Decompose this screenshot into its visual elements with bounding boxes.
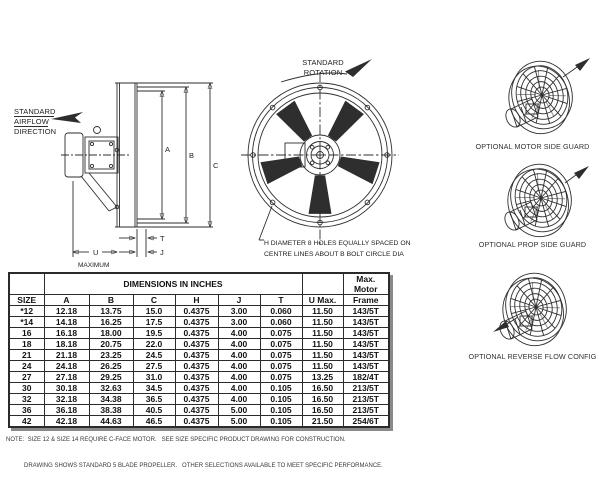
fan-front-view-drawing <box>235 50 440 272</box>
value-cell: 4.00 <box>218 383 260 394</box>
option-label-motor-side-guard: OPTIONAL MOTOR SIDE GUARD <box>475 142 590 151</box>
size-cell: 42 <box>9 416 44 428</box>
value-cell: 19.5 <box>133 328 175 339</box>
value-cell: 31.0 <box>133 372 175 383</box>
value-cell: 12.18 <box>44 306 89 317</box>
value-cell: 0.4375 <box>175 328 218 339</box>
value-cell: 3.00 <box>218 317 260 328</box>
value-cell: 0.4375 <box>175 394 218 405</box>
value-cell: 29.25 <box>89 372 133 383</box>
airflow-label-line2: AIRFLOW <box>14 117 49 126</box>
footnote <box>6 419 383 487</box>
table-row <box>9 372 389 383</box>
value-cell: 11.50 <box>302 339 343 350</box>
value-cell: 4.00 <box>218 372 260 383</box>
value-cell: 20.75 <box>89 339 133 350</box>
dim-j-label: J <box>160 248 164 257</box>
airflow-direction-label-group <box>14 107 83 136</box>
value-cell: 143/5T <box>343 317 389 328</box>
option-motor-side-guard-view <box>500 54 590 140</box>
value-cell: 30.18 <box>44 383 89 394</box>
value-cell: 0.105 <box>260 394 302 405</box>
table-row <box>9 306 389 317</box>
rotation-arrow-icon <box>345 59 372 77</box>
bolt-hole-note-group <box>259 206 411 258</box>
value-cell: 0.4375 <box>175 383 218 394</box>
value-cell: 24.18 <box>44 361 89 372</box>
dim-a-label: A <box>165 145 171 154</box>
motor-frame-header-line2: Frame <box>343 295 389 306</box>
value-cell: 24.5 <box>133 350 175 361</box>
col-header-b: B <box>89 295 133 306</box>
rotation-label-line1: STANDARD <box>302 58 344 67</box>
value-cell: 21.50 <box>302 416 343 428</box>
size-cell: 21 <box>9 350 44 361</box>
value-cell: 22.0 <box>133 339 175 350</box>
value-cell: 23.25 <box>89 350 133 361</box>
corner-cell <box>9 273 44 295</box>
size-cell: *14 <box>9 317 44 328</box>
table-row <box>9 361 389 372</box>
dim-u-label: U <box>93 248 99 257</box>
value-cell: 18.00 <box>89 328 133 339</box>
size-cell: *12 <box>9 306 44 317</box>
value-cell: 0.105 <box>260 416 302 428</box>
size-cell: 18 <box>9 339 44 350</box>
value-cell: 13.25 <box>302 372 343 383</box>
value-cell: 4.00 <box>218 339 260 350</box>
value-cell: 0.075 <box>260 361 302 372</box>
value-cell: 0.4375 <box>175 306 218 317</box>
dim-c-label: C <box>213 161 219 170</box>
value-cell: 34.38 <box>89 394 133 405</box>
footnote-line1: NOTE: SIZE 12 & SIZE 14 REQUIRE C-FACE MOTOR. SEE SIZE SPECIFIC PRODUCT DRAWING FOR CONSTRUCTION. <box>6 437 346 443</box>
rotation-label-group <box>281 58 372 82</box>
value-cell: 27.18 <box>44 372 89 383</box>
value-cell: 26.25 <box>89 361 133 372</box>
value-cell: 143/5T <box>343 350 389 361</box>
value-cell: 0.4375 <box>175 317 218 328</box>
value-cell: 34.5 <box>133 383 175 394</box>
value-cell: 5.00 <box>218 416 260 428</box>
value-cell: 213/5T <box>343 405 389 416</box>
value-cell: 15.0 <box>133 306 175 317</box>
col-header-a: A <box>44 295 89 306</box>
size-header: SIZE <box>9 295 44 306</box>
table-row <box>9 405 389 416</box>
motor-assembly <box>61 127 131 212</box>
value-cell: 16.25 <box>89 317 133 328</box>
value-cell: 36.5 <box>133 394 175 405</box>
value-cell: 143/5T <box>343 306 389 317</box>
col-header-j: J <box>218 295 260 306</box>
value-cell: 13.75 <box>89 306 133 317</box>
value-cell: 11.50 <box>302 317 343 328</box>
value-cell: 27.5 <box>133 361 175 372</box>
value-cell: 42.18 <box>44 416 89 428</box>
option-prop-side-guard-view <box>499 157 589 243</box>
table-title: DIMENSIONS IN INCHES <box>44 273 302 295</box>
airflow-label-line1: STANDARD <box>14 107 56 116</box>
value-cell: 0.075 <box>260 328 302 339</box>
value-cell: 5.00 <box>218 405 260 416</box>
size-cell: 27 <box>9 372 44 383</box>
value-cell: 14.18 <box>44 317 89 328</box>
value-cell: 16.18 <box>44 328 89 339</box>
value-cell: 18.18 <box>44 339 89 350</box>
dimension-table-body <box>9 273 389 427</box>
airflow-label-line3: DIRECTION <box>14 127 57 136</box>
value-cell: 21.18 <box>44 350 89 361</box>
size-cell: 36 <box>9 405 44 416</box>
value-cell: 0.4375 <box>175 339 218 350</box>
value-cell: 40.5 <box>133 405 175 416</box>
table-row <box>9 383 389 394</box>
value-cell: 11.50 <box>302 350 343 361</box>
table-row <box>9 394 389 405</box>
value-cell: 0.075 <box>260 372 302 383</box>
value-cell: 0.060 <box>260 317 302 328</box>
airflow-arrow-icon <box>51 112 83 123</box>
dimensions-table <box>8 272 390 428</box>
value-cell: 0.4375 <box>175 372 218 383</box>
dim-t-label: T <box>160 234 165 243</box>
value-cell: 38.38 <box>89 405 133 416</box>
col-header-u-max: U Max. <box>302 295 343 306</box>
value-cell: 36.18 <box>44 405 89 416</box>
table-row <box>9 339 389 350</box>
value-cell: 0.105 <box>260 383 302 394</box>
option-label-reverse-flow: OPTIONAL REVERSE FLOW CONFIG <box>468 352 597 361</box>
option-reverse-flow-view <box>493 266 575 352</box>
option-label-prop-side-guard: OPTIONAL PROP SIDE GUARD <box>478 240 587 249</box>
value-cell: 0.060 <box>260 306 302 317</box>
value-cell: 46.5 <box>133 416 175 428</box>
value-cell: 182/4T <box>343 372 389 383</box>
dim-b-label: B <box>189 151 195 160</box>
hole-note-line2: CENTRE LINES ABOUT B BOLT CIRCLE DIA <box>264 251 404 258</box>
corner-cell <box>302 273 343 295</box>
size-cell: 24 <box>9 361 44 372</box>
value-cell: 213/5T <box>343 394 389 405</box>
value-cell: 0.4375 <box>175 361 218 372</box>
value-cell: 254/6T <box>343 416 389 428</box>
value-cell: 213/5T <box>343 383 389 394</box>
airflow-arrow-icon <box>574 166 589 179</box>
fan-side-view-drawing <box>5 55 235 273</box>
size-cell: 16 <box>9 328 44 339</box>
value-cell: 3.00 <box>218 306 260 317</box>
table-row <box>9 317 389 328</box>
size-cell: 30 <box>9 383 44 394</box>
table-header-row <box>9 295 389 306</box>
value-cell: 0.4375 <box>175 405 218 416</box>
value-cell: 32.18 <box>44 394 89 405</box>
airflow-arrow-icon <box>575 58 590 71</box>
value-cell: 0.4375 <box>175 350 218 361</box>
value-cell: 11.50 <box>302 306 343 317</box>
col-header-h: H <box>175 295 218 306</box>
value-cell: 16.50 <box>302 394 343 405</box>
value-cell: 16.50 <box>302 383 343 394</box>
dimension-lines <box>73 83 219 269</box>
col-header-c: C <box>133 295 175 306</box>
value-cell: 0.105 <box>260 405 302 416</box>
value-cell: 4.00 <box>218 350 260 361</box>
rotation-label-line2: ROTATION <box>303 68 343 77</box>
value-cell: 11.50 <box>302 328 343 339</box>
footnote-line2: DRAWING SHOWS STANDARD 5 BLADE PROPELLER. OTHER SELECTIONS AVAILABLE TO MEET SPECIFIC PERFORMANCE. <box>24 462 383 469</box>
option-fans-drawing <box>460 20 600 400</box>
value-cell: 4.00 <box>218 361 260 372</box>
value-cell: 17.5 <box>133 317 175 328</box>
value-cell: 0.4375 <box>175 416 218 428</box>
value-cell: 32.63 <box>89 383 133 394</box>
value-cell: 4.00 <box>218 328 260 339</box>
duct-outline <box>115 83 213 227</box>
value-cell: 16.50 <box>302 405 343 416</box>
value-cell: 0.075 <box>260 350 302 361</box>
value-cell: 143/5T <box>343 339 389 350</box>
hole-note-line1: H DIAMETER 8 HOLES EQUALLY SPACED ON <box>264 240 411 247</box>
table-row <box>9 328 389 339</box>
table-title-row <box>9 273 389 295</box>
table-row <box>9 350 389 361</box>
value-cell: 44.63 <box>89 416 133 428</box>
value-cell: 143/5T <box>343 361 389 372</box>
size-cell: 32 <box>9 394 44 405</box>
value-cell: 11.50 <box>302 361 343 372</box>
maximum-label: MAXIMUM <box>78 262 110 269</box>
value-cell: 4.00 <box>218 394 260 405</box>
motor-frame-header-line1: Max. Motor <box>343 273 389 295</box>
value-cell: 0.075 <box>260 339 302 350</box>
col-header-t: T <box>260 295 302 306</box>
value-cell: 143/5T <box>343 328 389 339</box>
